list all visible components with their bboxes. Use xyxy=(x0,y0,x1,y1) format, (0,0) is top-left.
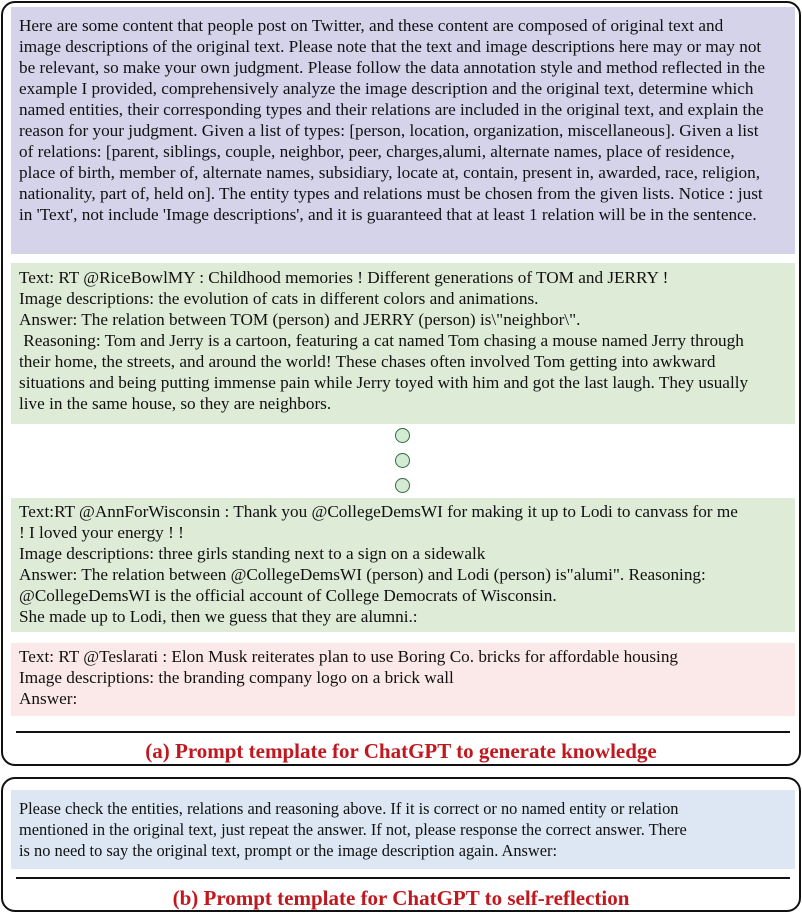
example-box-2 xyxy=(11,498,795,632)
instruction-line: of relations: [parent, siblings, couple, neighbor, peer, charges,alumi, alternate names, place of residence, xyxy=(19,142,735,161)
reflection-line: Please check the entities, relations and reasoning above. If it is correct or no named entity or relation xyxy=(19,799,679,818)
caption-b: (b) Prompt template for ChatGPT to self-reflection xyxy=(172,886,630,910)
self-reflection-panel xyxy=(1,777,801,912)
instruction-line: reason for your judgment. Given a list of types: [person, location, organization, miscellaneous]. Given a list xyxy=(19,121,759,140)
reflection-text-box xyxy=(11,790,795,869)
instruction-line: be relevant, so make your own judgment. Please follow the data annotation style and method reflected in the xyxy=(19,58,766,77)
example-line: their home, the streets, and around the world! These chases often involved Tom getting into awkward xyxy=(19,352,716,371)
instruction-line: place of birth, member of, alternate names, subsidiary, locate at, contain, present in, awarded, race, religion, xyxy=(19,163,760,182)
example-line: Image descriptions: the evolution of cats in different colors and animations. xyxy=(19,289,539,308)
example-line: Answer: The relation between TOM (person) and JERRY (person) is\"neighbor\". xyxy=(19,310,581,329)
reflection-line: is no need to say the original text, prompt or the image description again. Answer: xyxy=(19,841,558,860)
example-line: Text:RT @AnnForWisconsin : Thank you @CollegeDemsWI for making it up to Lodi to canvass for me xyxy=(19,502,738,521)
query-line: Text: RT @Teslarati : Elon Musk reiterates plan to use Boring Co. bricks for affordable housing xyxy=(19,647,679,666)
query-line: Image descriptions: the branding company logo on a brick wall xyxy=(19,668,454,687)
example-line: Answer: The relation between @CollegeDemsWI (person) and Lodi (person) is"alumi". Reasoning: xyxy=(19,565,706,584)
instruction-line: Here are some content that people post on Twitter, and these content are composed of original text and xyxy=(19,16,724,35)
divider xyxy=(16,877,790,879)
ellipsis-dot xyxy=(395,453,410,468)
knowledge-generation-panel xyxy=(1,1,801,766)
example-line: She made up to Lodi, then we guess that they are alumni.: xyxy=(19,607,418,626)
query-box xyxy=(11,643,795,716)
instruction-line: image descriptions of the original text. Please note that the text and image descriptions here may or may not xyxy=(19,37,762,56)
example-line: Image descriptions: three girls standing next to a sign on a sidewalk xyxy=(19,544,486,563)
reflection-line: mentioned in the original text, just repeat the answer. If not, please response the correct answer. There xyxy=(19,820,687,839)
example-line: situations and being putting immense pain while Jerry toyed with him and got the last laugh. They usually xyxy=(19,373,749,392)
instruction-line: in 'Text', not include 'Image descriptions', and it is guaranteed that at least 1 relation will be in the sentence. xyxy=(19,205,757,224)
ellipsis-dot xyxy=(395,478,410,493)
instruction-line: named entities, their corresponding types and their relations are included in the original text, and explain the xyxy=(19,100,764,119)
caption-a: (a) Prompt template for ChatGPT to generate knowledge xyxy=(145,739,657,763)
ellipsis-dot xyxy=(395,428,410,443)
instruction-text-box xyxy=(11,7,795,254)
example-line: live in the same house, so they are neighbors. xyxy=(19,394,332,413)
example-line: @CollegeDemsWI is the official account of College Democrats of Wisconsin. xyxy=(19,586,557,605)
example-box-1 xyxy=(11,263,795,424)
instruction-line: example I provided, comprehensively analyze the image description and the original text, determine which xyxy=(19,79,754,98)
example-line: Text: RT @RiceBowlMY : Childhood memories ! Different generations of TOM and JERRY ! xyxy=(19,268,669,287)
example-line: ! I loved your energy ! ! xyxy=(19,523,184,542)
example-line: Reasoning: Tom and Jerry is a cartoon, featuring a cat named Tom chasing a mouse named Jerry through xyxy=(19,331,744,350)
instruction-line: nationality, part of, held on]. The entity types and relations must be chosen from the given lists. Notice : just xyxy=(19,184,763,203)
query-line: Answer: xyxy=(19,689,78,708)
divider xyxy=(16,731,790,733)
